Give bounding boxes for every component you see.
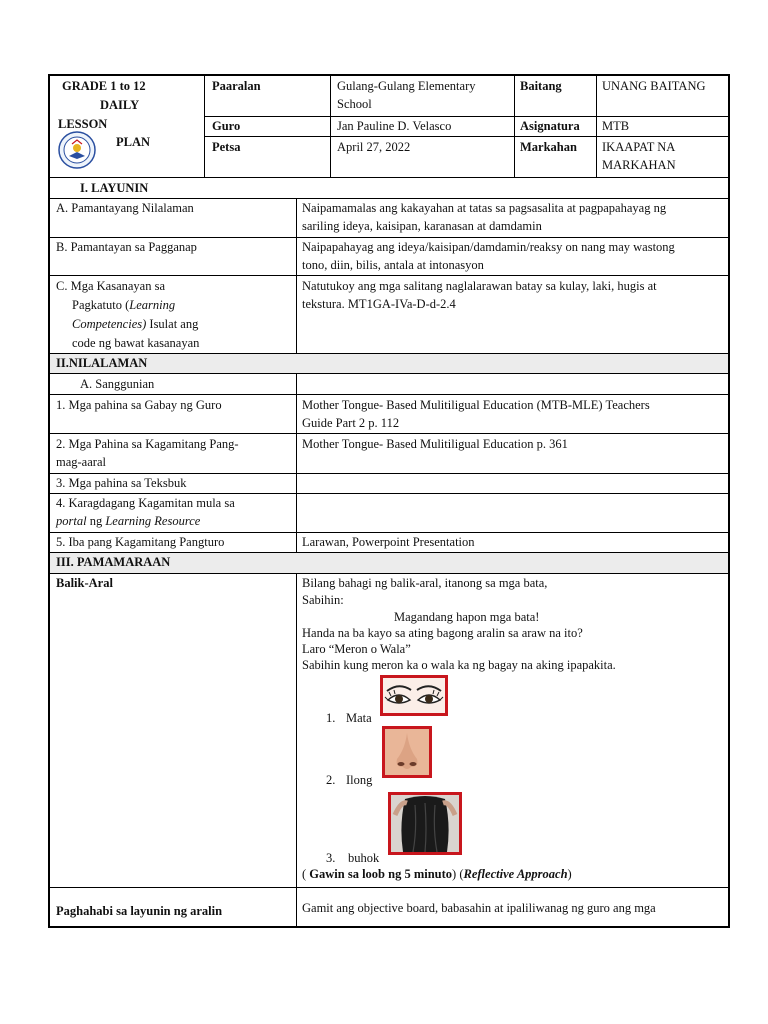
- kagamitang-label-2: mag-aaral: [56, 455, 106, 469]
- kasanayan-value: Natutukoy ang mga salitang naglalarawan batay sa kulay, laki, hugis at: [302, 279, 657, 293]
- item-2-number: 2.: [326, 773, 336, 787]
- item-3-number: 3.: [326, 851, 336, 865]
- pamantayan-pagganap-label: B. Pamantayan sa Pagganap: [56, 240, 197, 254]
- balik-aral-line-5: Laro “Meron o Wala”: [302, 642, 411, 656]
- karagdagang-label-2: portal ng Learning Resource: [56, 514, 201, 528]
- baitang-value: UNANG BAITANG: [602, 79, 706, 93]
- balik-aral-line-4: Handa na ba kayo sa ating bagong aralin sa araw na ito?: [302, 626, 583, 640]
- balik-aral-line-6: Sabihin kung meron ka o wala ka ng bagay na aking ipapakita.: [302, 658, 616, 672]
- nilalaman-heading: II.NILALAMAN: [56, 356, 148, 370]
- karagdagang-label: 4. Karagdagang Kagamitan mula sa: [56, 496, 235, 510]
- pamantayang-nilalaman-label: A. Pamantayang Nilalaman: [56, 201, 194, 215]
- markahan-value: IKAAPAT NA: [602, 140, 676, 154]
- baitang-label: Baitang: [520, 79, 562, 93]
- gabay-guro-label: 1. Mga pahina sa Gabay ng Guro: [56, 398, 222, 412]
- petsa-label: Petsa: [212, 140, 241, 154]
- nose-image: [382, 726, 432, 778]
- balik-aral-line-3: Magandang hapon mga bata!: [394, 610, 540, 624]
- hair-image: [388, 792, 462, 855]
- pamantayan-pagganap-value: Naipapahayag ang ideya/kaisipan/damdamin/reaksy on nang may wastong: [302, 240, 675, 254]
- guro-value: Jan Pauline D. Velasco: [337, 119, 452, 133]
- iba-pang-kagamitan-label: 5. Iba pang Kagamitang Pangturo: [56, 535, 225, 549]
- paaralan-value-2: School: [337, 97, 372, 111]
- gabay-guro-value: Mother Tongue- Based Mulitiligual Education (MTB-MLE) Teachers: [302, 398, 650, 412]
- nilalaman-shade: [50, 353, 728, 373]
- kasanayan-label-3: Competencies) Isulat ang: [72, 317, 199, 331]
- lesson-plan-table: [48, 74, 730, 928]
- paghahabi-label: Paghahabi sa layunin ng aralin: [56, 904, 223, 918]
- item-2-label: Ilong: [346, 773, 373, 787]
- paghahabi-value: Gamit ang objective board, babasahin at ipaliliwanag ng guro ang mga: [302, 901, 656, 915]
- balik-aral-label: Balik-Aral: [56, 576, 113, 590]
- item-1-number: 1.: [326, 711, 336, 725]
- deped-seal-icon: [58, 131, 96, 169]
- layunin-heading: I. LAYUNIN: [80, 181, 149, 195]
- paaralan-value: Gulang-Gulang Elementary: [337, 79, 476, 93]
- markahan-value-2: MARKAHAN: [602, 158, 676, 172]
- title-lesson: LESSON: [58, 117, 108, 131]
- iba-pang-kagamitan-value: Larawan, Powerpoint Presentation: [302, 535, 475, 549]
- title-plan: PLAN: [116, 135, 151, 149]
- kasanayan-label-2: Pagkatuto (Learning: [72, 298, 176, 312]
- kagamitang-value: Mother Tongue- Based Mulitiligual Education p. 361: [302, 437, 568, 451]
- balik-aral-line-1: Bilang bahagi ng balik-aral, itanong sa mga bata,: [302, 576, 548, 590]
- markahan-label: Markahan: [520, 140, 577, 154]
- title-grade: GRADE 1 to 12: [62, 79, 146, 93]
- pamantayang-nilalaman-value: Naipamamalas ang kakayahan at tatas sa pagsasalita at pagpapahayag ng: [302, 201, 667, 215]
- kasanayan-label-1: C. Mga Kasanayan sa: [56, 279, 165, 293]
- title-daily: DAILY: [100, 98, 140, 112]
- asignatura-label: Asignatura: [520, 119, 580, 133]
- eyes-image: [380, 675, 448, 716]
- asignatura-value: MTB: [602, 119, 630, 133]
- sanggunian-label: A. Sanggunian: [80, 377, 155, 391]
- gabay-guro-value-2: Guide Part 2 p. 112: [302, 416, 400, 430]
- kasanayan-label-4: code ng bawat kasanayan: [72, 336, 200, 350]
- pamantayang-nilalaman-value-2: sariling ideya, kaisipan, karanasan at damdamin: [302, 219, 542, 233]
- kasanayan-value-2: tekstura. MT1GA-IVa-D-d-2.4: [302, 297, 456, 311]
- kagamitang-label: 2. Mga Pahina sa Kagamitang Pang-: [56, 437, 239, 451]
- petsa-value: April 27, 2022: [337, 140, 411, 154]
- item-1-label: Mata: [346, 711, 372, 725]
- teksbuk-label: 3. Mga pahina sa Teksbuk: [56, 476, 187, 490]
- guro-label: Guro: [212, 119, 241, 133]
- balik-aral-line-2: Sabihin:: [302, 593, 344, 607]
- item-3-label: buhok: [348, 851, 380, 865]
- paaralan-label: Paaralan: [212, 79, 261, 93]
- time-instruction: ( Gawin sa loob ng 5 minuto) (Reflective Approach): [302, 867, 572, 881]
- pamantayan-pagganap-value-2: tono, diin, bilis, antala at intonasyon: [302, 258, 484, 272]
- pamamaraan-heading: III. PAMAMARAAN: [56, 555, 171, 569]
